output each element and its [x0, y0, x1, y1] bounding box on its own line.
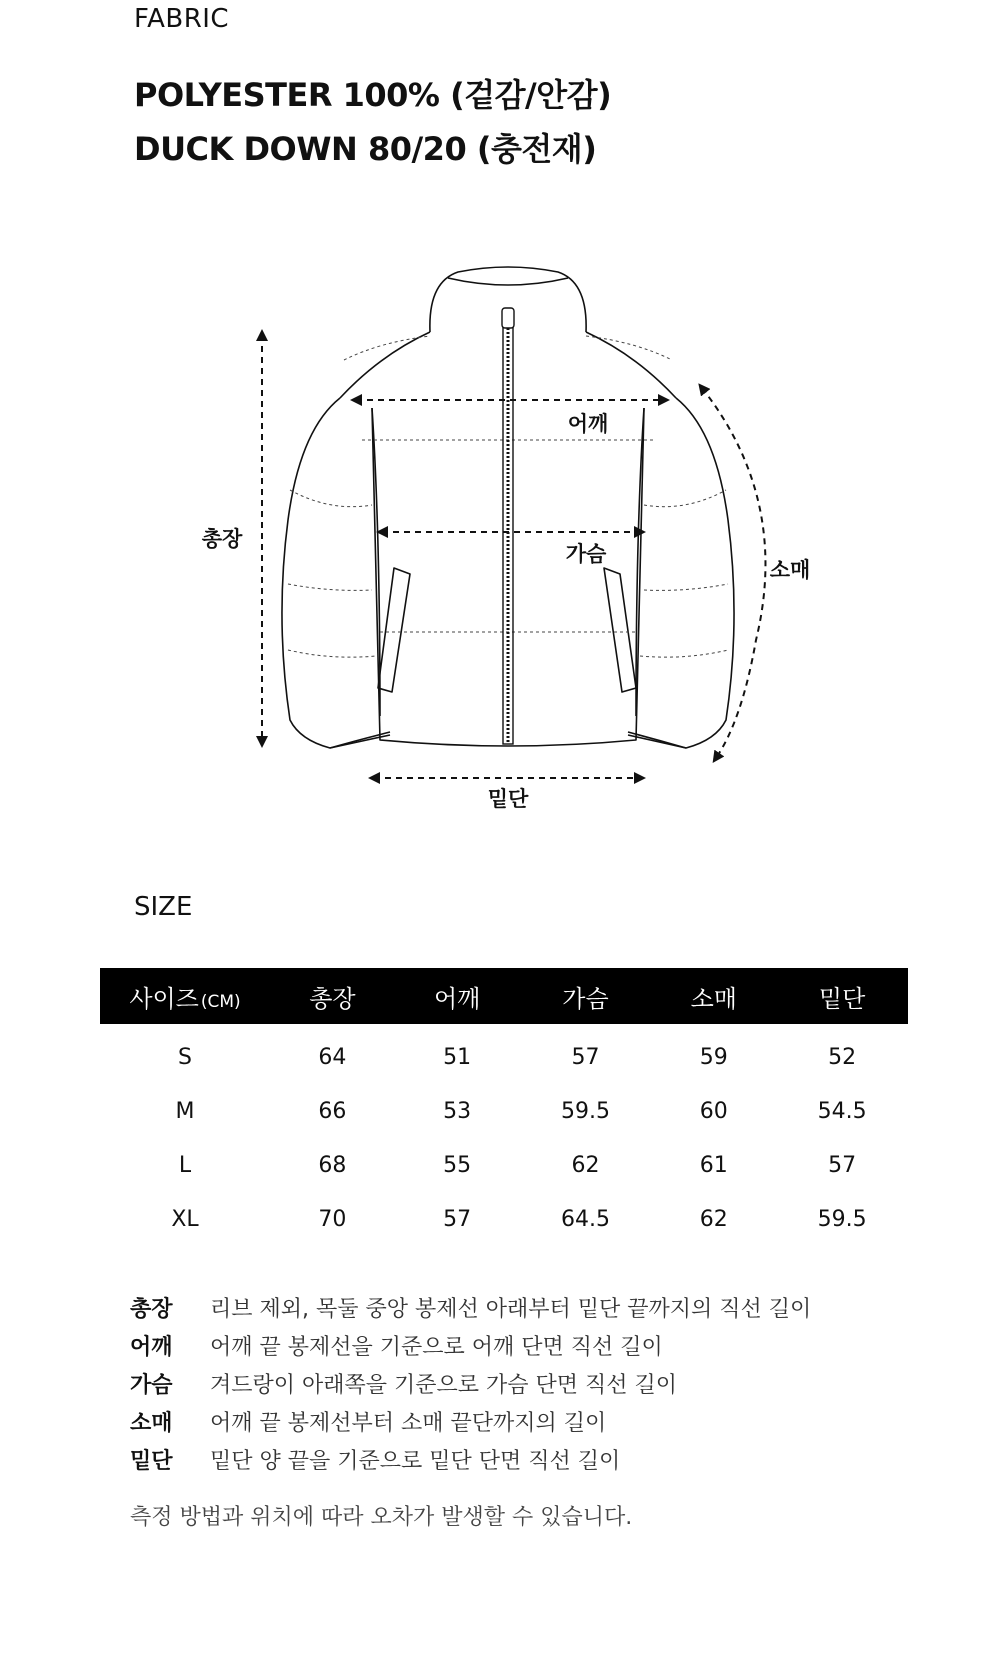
jacket-measurement-diagram [150, 240, 850, 820]
chest-label: 가슴 [565, 542, 607, 566]
description-key: 밑단 [130, 1448, 173, 1474]
hem-label: 밑단 [487, 787, 529, 811]
description-text: 어깨 끝 봉제선부터 소매 끝단까지의 길이 [210, 1410, 607, 1436]
size-table-header [100, 968, 908, 1024]
value-cell: 59.5 [817, 1206, 867, 1232]
description-text: 밑단 양 끝을 기준으로 밑단 단면 직선 길이 [210, 1448, 621, 1474]
value-cell: 60 [699, 1098, 728, 1124]
zipper [502, 308, 514, 744]
description-key: 어깨 [130, 1334, 173, 1360]
fabric-line-fill: DUCK DOWN 80/20 (충전재) [134, 130, 597, 168]
table-row [100, 1084, 908, 1138]
sleeve-label: 소매 [769, 558, 811, 582]
value-cell: 59.5 [560, 1098, 610, 1124]
value-cell: 52 [828, 1044, 857, 1070]
fabric-line-shell: POLYESTER 100% (겉감/안감) [134, 76, 612, 114]
value-cell: 54.5 [817, 1098, 867, 1124]
value-cell: 66 [318, 1098, 347, 1124]
value-cell: 64 [318, 1044, 347, 1070]
description-row [130, 1326, 890, 1364]
column-header-hem: 밑단 [776, 968, 908, 1024]
table-row [100, 1138, 908, 1192]
value-cell: 62 [571, 1152, 600, 1178]
sleeve-arrow [702, 388, 765, 758]
value-cell: 61 [699, 1152, 728, 1178]
description-text: 겨드랑이 아래쪽을 기준으로 가슴 단면 직선 길이 [210, 1372, 678, 1398]
description-row [130, 1402, 890, 1440]
value-cell: 57 [571, 1044, 600, 1070]
description-text: 어깨 끝 봉제선을 기준으로 어깨 단면 직선 길이 [210, 1334, 663, 1360]
size-cell: S [178, 1044, 192, 1070]
size-table [100, 968, 908, 1246]
size-cell: M [175, 1098, 195, 1124]
value-cell: 70 [318, 1206, 347, 1232]
value-cell: 57 [443, 1206, 472, 1232]
measurement-note: 측정 방법과 위치에 따라 오차가 발생할 수 있습니다. [130, 1505, 633, 1530]
measurement-descriptions [130, 1288, 890, 1478]
value-cell: 53 [443, 1098, 472, 1124]
size-heading: SIZE [134, 892, 193, 922]
column-header-shoulder: 어깨 [395, 968, 520, 1024]
description-key: 가슴 [130, 1372, 173, 1398]
value-cell: 57 [828, 1152, 857, 1178]
description-text: 리브 제외, 목둘 중앙 봉제선 아래부터 밑단 끝까지의 직선 길이 [210, 1296, 812, 1322]
shoulder-label: 어깨 [567, 412, 609, 436]
value-cell: 55 [443, 1152, 472, 1178]
value-cell: 62 [699, 1206, 728, 1232]
value-cell: 68 [318, 1152, 347, 1178]
table-row [100, 1192, 908, 1246]
description-row [130, 1288, 890, 1326]
size-cell: XL [171, 1206, 199, 1232]
description-key: 총장 [130, 1296, 173, 1322]
jacket-outline [282, 267, 734, 748]
value-cell: 64.5 [560, 1206, 610, 1232]
measurement-arrows [262, 335, 765, 778]
value-cell: 59 [699, 1044, 728, 1070]
column-header-length: 총장 [270, 968, 395, 1024]
description-key: 소매 [130, 1410, 173, 1436]
description-row [130, 1364, 890, 1402]
column-header-chest: 가슴 [520, 968, 652, 1024]
column-header-sleeve: 소매 [651, 968, 776, 1024]
size-cell: L [178, 1152, 192, 1178]
fabric-heading: FABRIC [134, 4, 230, 34]
table-row [100, 1024, 908, 1084]
description-row [130, 1440, 890, 1478]
value-cell: 51 [443, 1044, 472, 1070]
size-column-header: 사이즈 (CM) [100, 968, 270, 1024]
length-label: 총장 [201, 527, 243, 551]
